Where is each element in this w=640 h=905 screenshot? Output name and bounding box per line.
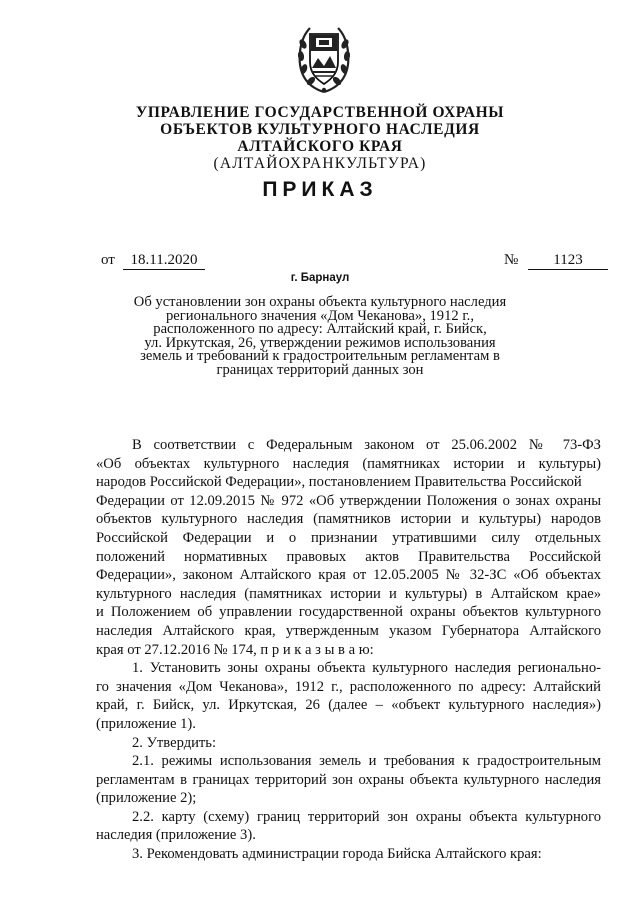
subject-line: расположенного по адресу: Алтайский край, г. Бийск,	[153, 321, 487, 338]
document-date: 18.11.2020	[123, 252, 205, 270]
subject-line: ул. Иркутская, 26, утверждении режимов использования	[144, 334, 496, 351]
body-line: 2.2. карту (схему) границ территорий зон охраны объекта культурного	[132, 808, 601, 825]
body-line: Федерации», законом Алтайского края от 12.05.2005 № 32-ЗС «Об объектах	[96, 567, 601, 584]
organization-header	[0, 104, 640, 172]
body-line: культурного наследия (памятниках истории и культуры) в Алтайском крае»	[96, 585, 601, 602]
body-line: края от 27.12.2016 № 174, п р и к а з ы в а ю:	[96, 641, 374, 658]
body-line: (приложение 1).	[96, 715, 196, 732]
body-line: «Об объектах культурного наследия (памятниках истории и культуры)	[96, 455, 601, 472]
org-line-2: ОБЪЕКТОВ КУЛЬТУРНОГО НАСЛЕДИЯ	[160, 121, 480, 138]
org-line-3: АЛТАЙСКОГО КРАЯ	[237, 138, 403, 155]
city: г. Барнаул	[290, 272, 350, 284]
body-line: (приложение 2);	[96, 790, 197, 807]
body-line: край, г. Бийск, ул. Иркутская, 26 (далее – «объект культурного наследия»)	[96, 697, 601, 714]
number-prefix: №	[504, 252, 519, 268]
subject-block	[80, 296, 560, 378]
org-line-1: УПРАВЛЕНИЕ ГОСУДАРСТВЕННОЙ ОХРАНЫ	[135, 104, 505, 121]
body-line: объектов культурного наследия (памятников истории и культуры) народов	[96, 511, 601, 528]
document-body	[96, 436, 601, 864]
body-line: го значения «Дом Чеканова», 1912 г., расположенного по адресу: Алтайский	[96, 678, 601, 695]
body-line: положений нормативных правовых актов Правительства Российской	[96, 548, 601, 565]
body-line: 2. Утвердить:	[132, 734, 217, 751]
body-line: 2.1. режимы использования земель и требования к градостроительным	[132, 753, 601, 770]
subject-line: регионального значения «Дом Чеканова», 1912 г.,	[166, 307, 474, 324]
coat-of-arms-icon	[296, 22, 352, 94]
subject-line: границах территорий данных зон	[216, 361, 424, 378]
body-line: наследия Алтайского края, утвержденным указом Губернатора Алтайского	[96, 622, 601, 639]
body-line: В соответствии с Федеральным законом от 25.06.2002 № 73-ФЗ	[132, 437, 601, 453]
body-line: народов Российской Федерации», постановлением Правительства Российской	[96, 474, 582, 491]
body-line: и Положением об управлении государственной охраны объектов культурного	[96, 604, 601, 621]
document-title: ПРИКАЗ	[262, 178, 378, 201]
date-number-line	[0, 252, 640, 272]
body-line: наследия (приложение 3).	[96, 827, 256, 844]
subject-line: земель и требований к градостроительным регламентам в	[140, 348, 500, 365]
body-line: Федерации от 12.09.2015 № 972 «Об утверждении Положения о зонах охраны	[96, 492, 601, 509]
body-line: 1. Установить зоны охраны объекта культурного наследия регионально-	[132, 660, 601, 677]
body-line: регламентам в границах территорий зон охраны объекта культурного наследия	[96, 771, 601, 788]
org-line-4: (АЛТАЙОХРАНКУЛЬТУРА)	[213, 155, 427, 172]
date-prefix: от	[101, 252, 115, 268]
body-line: Российской Федерации и о признании утратившими силу отдельных	[96, 529, 601, 546]
document-number: 1123	[528, 252, 608, 270]
body-line: 3. Рекомендовать администрации города Бийска Алтайского края:	[132, 846, 542, 863]
subject-line: Об установлении зон охраны объекта культурного наследия	[133, 294, 507, 310]
